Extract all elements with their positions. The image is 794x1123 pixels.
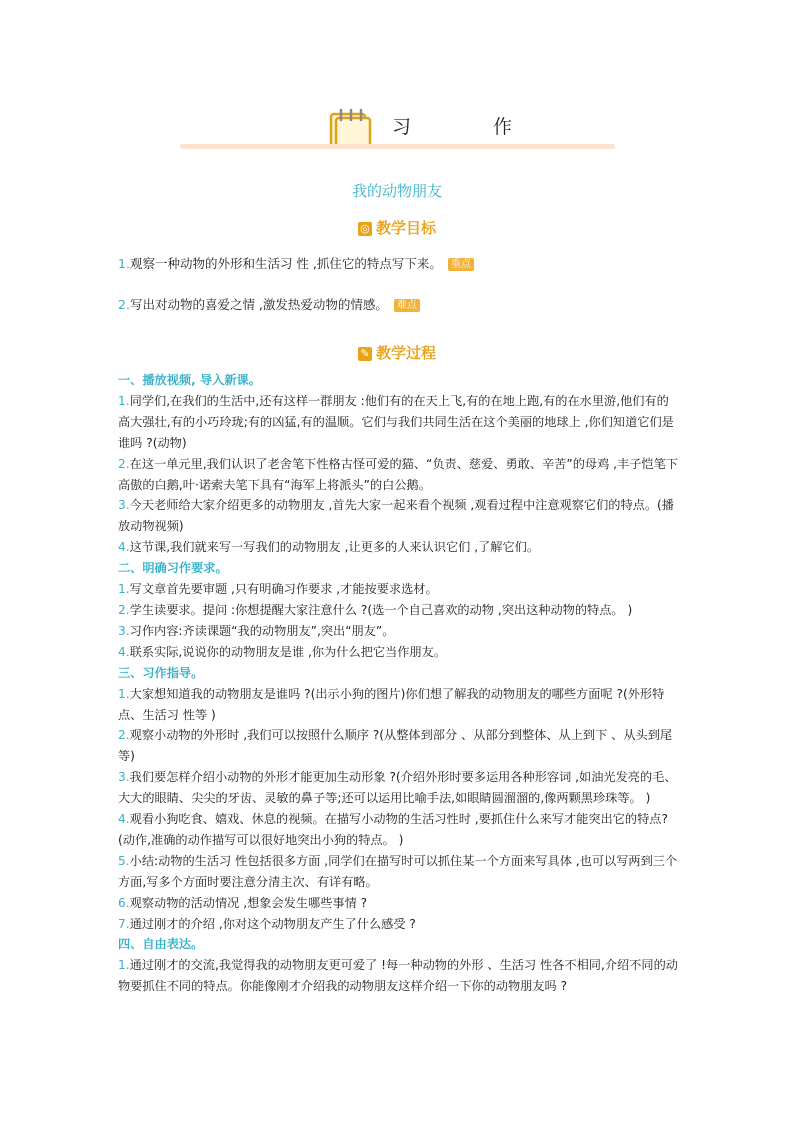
process-item [118, 621, 678, 642]
item-number: 1. [118, 393, 130, 408]
item-number: 2. [118, 728, 130, 743]
header-divider [180, 144, 615, 149]
process-body [118, 370, 678, 997]
goals-heading-text: 教学目标 [375, 219, 436, 237]
process-heading-text: 教学过程 [375, 344, 436, 362]
process-item [118, 725, 678, 767]
item-number: 3. [118, 623, 130, 638]
item-text: 我们要怎样介绍小动物的外形才能更加生动形象 ?(介绍外形时要多运用各种形容词 ,如油光发亮的毛、大大的眼睛、尖尖的牙齿、灵敏的鼻子等;还可以运用比喻手法,如眼睛圆溜溜的,像两颗黑珍珠等。 ) [118, 770, 677, 806]
item-number: 3. [118, 770, 130, 785]
process-item [118, 893, 678, 914]
item-number: 5. [118, 853, 130, 868]
item-number: 7. [118, 916, 130, 931]
part-heading: 一、播放视频, 导入新课。 [118, 373, 261, 387]
target-icon: ◎ [358, 222, 372, 236]
item-text: 通过刚才的介绍 ,你对这个动物朋友产生了什么感受 ? [129, 916, 416, 931]
item-number: 4. [118, 644, 130, 659]
item-text: 写文章首先要审题 ,只有明确习作要求 ,才能按要求选材。 [129, 582, 438, 597]
process-item [118, 391, 678, 454]
process-item [118, 495, 678, 537]
process-item [118, 684, 678, 726]
header-title: 习 作 [392, 116, 551, 138]
item-number: 1. [118, 686, 130, 701]
goal-item [118, 295, 678, 315]
process-item [118, 767, 678, 809]
process-item [118, 851, 678, 893]
process-heading [0, 342, 794, 363]
focus-badge: 重点 [448, 258, 474, 271]
process-item [118, 600, 678, 621]
page-header [180, 100, 615, 152]
item-number: 1. [118, 582, 130, 597]
item-number: 4. [118, 540, 130, 555]
item-text: 今天老师给大家介绍更多的动物朋友 ,首先大家一起来看个视频 ,观看过程中注意观察它们的特点。(播放动物视频) [118, 498, 674, 534]
item-text: 学生读要求。提问 :你想提醒大家注意什么 ?(选一个自己喜欢的动物 ,突出这种动物的特点。 ) [129, 602, 633, 617]
part-heading: 四、自由表达。 [118, 937, 204, 952]
goal-number: 2. [118, 297, 130, 312]
process-item [118, 809, 678, 851]
process-item [118, 914, 678, 935]
item-number: 3. [118, 498, 130, 513]
item-number: 2. [118, 602, 130, 617]
item-number: 6. [118, 895, 130, 910]
process-item [118, 579, 678, 600]
item-number: 1. [118, 958, 130, 973]
pen-icon: ✎ [358, 347, 372, 361]
goal-number: 1. [118, 256, 130, 271]
item-text: 同学们,在我们的生活中,还有这样一群朋友 :他们有的在天上飞,有的在地上跑,有的在水里游,他们有的高大强壮,有的小巧玲珑;有的凶猛,有的温顺。它们与我们共同生活在这个美丽的地球上 ,你们知道它们是谁吗 ?(动物) [118, 393, 674, 450]
item-number: 2. [118, 456, 130, 471]
part-heading: 三、习作指导。 [118, 665, 204, 680]
process-item [118, 454, 678, 496]
goal-text: 写出对动物的喜爱之情 ,激发热爱动物的情感。 [129, 297, 388, 312]
item-text: 这节课,我们就来写一写我们的动物朋友 ,让更多的人来认识它们 ,了解它们。 [129, 540, 540, 555]
difficulty-badge: 难点 [394, 299, 420, 312]
item-text: 联系实际,说说你的动物朋友是谁 ,你为什么把它当作朋友。 [129, 644, 446, 659]
item-text: 在这一单元里,我们认识了老舍笔下性格古怪可爱的猫、“负责、慈爱、勇敢、辛苦”的母鸡 ,丰子恺笔下高傲的白鹅,叶·诺索夫笔下具有“海军上将派头”的白公鹅。 [118, 456, 678, 492]
document-title: 我的动物朋友 [351, 182, 442, 200]
goal-item [118, 254, 678, 274]
item-number: 4. [118, 812, 130, 827]
process-item [118, 642, 678, 663]
part-heading: 二、明确习作要求。 [118, 561, 228, 576]
goal-text: 观察一种动物的外形和生活习 性 ,抓住它的特点写下来。 [129, 256, 442, 271]
item-text: 小结:动物的生活习 性包括很多方面 ,同学们在描写时可以抓住某一个方面来写具体 ,也可以写两到三个方面,写多个方面时要注意分清主次、有详有略。 [118, 853, 678, 889]
process-item [118, 955, 678, 997]
item-text: 观察小动物的外形时 ,我们可以按照什么顺序 ?(从整体到部分 、从部分到整体、从上到下 、从头到尾等) [118, 728, 673, 764]
item-text: 习作内容:齐读课题“我的动物朋友”,突出“朋友”。 [129, 623, 395, 638]
process-item [118, 537, 678, 558]
item-text: 观察动物的活动情况 ,想象会发生哪些事情 ? [129, 895, 368, 910]
item-text: 通过刚才的交流,我觉得我的动物朋友更可爱了 !每一种动物的外形 、生活习 性各不相同,介绍不同的动物要抓住不同的特点。你能像刚才介绍我的动物朋友这样介绍一下你的动物朋友吗 ? [118, 958, 678, 994]
item-text: 观看小狗吃食、嬉戏、休息的视频。在描写小动物的生活习性时 ,要抓住什么来写才能突出它的特点?(动作,准确的动作描写可以很好地突出小狗的特点。 ) [118, 812, 668, 847]
goals-heading [0, 217, 794, 238]
item-text: 大家想知道我的动物朋友是谁吗 ?(出示小狗的图片)你们想了解我的动物朋友的哪些方面呢 ?(外形特点、生活习 性等 ) [118, 686, 665, 722]
